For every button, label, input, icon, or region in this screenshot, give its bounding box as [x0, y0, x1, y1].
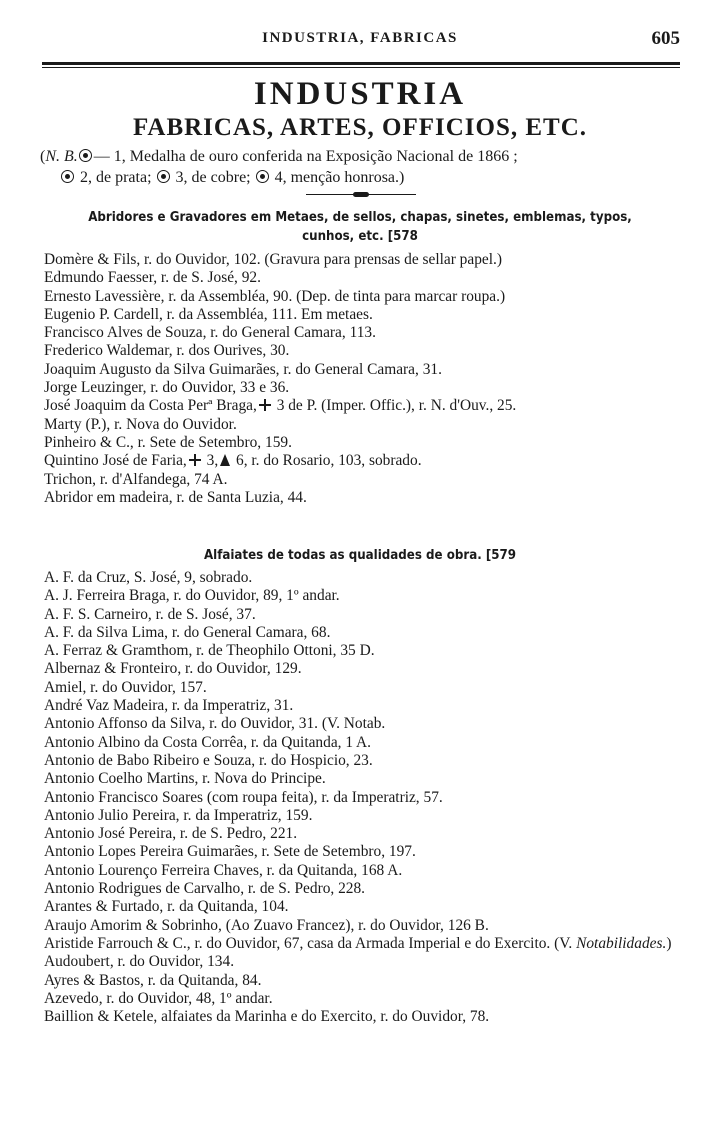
medal-seal-icon: [256, 170, 269, 183]
entry-text-italic: Notabilidades.: [576, 934, 667, 952]
list-item: Baillion & Ketele, alfaiates da Marinha e do Exercito, r. do Ouvidor, 78.: [44, 1008, 490, 1026]
note-mention-text: 4, menção honrosa.): [270, 169, 405, 186]
note-line-1: [40, 146, 676, 167]
section-heading-line-1: Alfaiates de todas as qualidades de obra. [579: [203, 548, 517, 563]
list-item: A. F. S. Carneiro, r. de S. José, 37.: [44, 605, 256, 623]
medal-seal-icon: [79, 149, 92, 162]
list-item: [44, 397, 684, 415]
list-item: Amiel, r. do Ouvidor, 157.: [44, 678, 207, 696]
list-item: [44, 935, 684, 953]
note-line-2: [40, 167, 676, 188]
list-item: Marty (P.), r. Nova do Ouvidor.: [44, 415, 237, 433]
main-title: INDUSTRIA: [253, 76, 467, 112]
subtitle: FABRICAS, ARTES, OFFICIOS, ETC.: [132, 114, 588, 141]
list-item: Abridor em madeira, r. de Santa Luzia, 44.: [44, 488, 307, 506]
note-silver-text: 2, de prata;: [76, 169, 156, 186]
list-item: Jorge Leuzinger, r. do Ouvidor, 33 e 36.: [44, 379, 290, 397]
list-item: A. J. Ferreira Braga, r. do Ouvidor, 89, 1º andar.: [44, 587, 340, 605]
list-item: Ayres & Bastos, r. da Quitanda, 84.: [44, 971, 262, 989]
entry-text: ): [666, 934, 672, 952]
list-item: Antonio Lopes Pereira Guimarães, r. Sete de Setembro, 197.: [44, 843, 416, 861]
list-item: Ernesto Lavessière, r. da Assembléa, 90. (Dep. de tinta para marcar roupa.): [44, 287, 506, 305]
list-item: Antonio Albino da Costa Corrêa, r. da Quitanda, 1 A.: [44, 733, 372, 751]
entry-text: José Joaquim da Costa Perª Braga,: [44, 397, 257, 415]
ornament-divider-icon: [306, 192, 416, 198]
list-item: Antonio Affonso da Silva, r. do Ouvidor, 31. (V. Notab.: [44, 715, 386, 733]
entry-text: Aristide Farrouch & C., r. do Ouvidor, 67, casa da Armada Imperial e do Exercito. (V.: [44, 934, 577, 952]
list-item: Albernaz & Fronteiro, r. do Ouvidor, 129.: [44, 660, 302, 678]
section-heading-tailors: [42, 546, 678, 565]
cross-decoration-icon: [189, 454, 201, 466]
note-gold-text: — 1, Medalha de ouro conferida na Exposição Nacional de 1866 ;: [93, 148, 518, 165]
note-copper-text: 3, de cobre;: [171, 169, 255, 186]
cross-decoration-icon: [259, 399, 271, 411]
medal-note: [40, 146, 676, 188]
running-header: [40, 30, 680, 52]
list-item: André Vaz Madeira, r. da Imperatriz, 31.: [44, 697, 294, 715]
list-item: Antonio Coelho Martins, r. Nova do Principe.: [44, 770, 326, 788]
list-item: Arantes & Furtado, r. da Quitanda, 104.: [44, 898, 289, 916]
running-title: INDUSTRIA, FABRICAS: [262, 30, 458, 46]
list-item: Antonio Lourenço Ferreira Chaves, r. da Quitanda, 168 A.: [44, 861, 403, 879]
list-item: Antonio de Babo Ribeiro e Souza, r. do Hospicio, 23.: [44, 751, 373, 769]
section-heading-engravers: [42, 208, 678, 246]
list-item: Joaquim Augusto da Silva Guimarães, r. do General Camara, 31.: [44, 360, 442, 378]
list-item: A. F. da Cruz, S. José, 9, sobrado.: [44, 569, 253, 586]
entry-text: Quintino José de Faria,: [44, 452, 187, 470]
list-item: A. Ferraz & Gramthom, r. de Theophilo Ottoni, 35 D.: [44, 642, 375, 660]
list-item: Araujo Amorim & Sobrinho, (Ao Zuavo Francez), r. do Ouvidor, 126 B.: [44, 916, 489, 934]
note-nb: N. B.: [45, 148, 78, 165]
engravers-list: [44, 251, 684, 507]
list-item: Trichon, r. d'Alfandega, 74 A.: [44, 470, 228, 488]
page-number: 605: [651, 28, 680, 49]
list-item: Audoubert, r. do Ouvidor, 134.: [44, 953, 235, 971]
list-item: Domère & Fils, r. do Ouvidor, 102. (Gravura para prensas de sellar papel.): [44, 251, 502, 268]
list-item: Eugenio P. Cardell, r. da Assembléa, 111. Em metaes.: [44, 305, 373, 323]
medal-seal-icon: [61, 170, 74, 183]
section-heading-line-1: Abridores e Gravadores em Metaes, de sellos, chapas, sinetes, emblemas, typos,: [88, 210, 632, 225]
header-rule-thin: [42, 67, 680, 68]
note-open-paren: (: [40, 148, 46, 165]
list-item: [44, 452, 684, 470]
list-item: Edmundo Faesser, r. de S. José, 92.: [44, 269, 261, 287]
list-item: Antonio Julio Pereira, r. da Imperatriz, 159.: [44, 806, 313, 824]
list-item: Francisco Alves de Souza, r. do General Camara, 113.: [44, 324, 376, 342]
entry-text: 3 de P. (Imper. Offic.), r. N. d'Ouv., 25.: [272, 397, 517, 415]
entry-text: 6, r. do Rosario, 103, sobrado.: [232, 452, 422, 470]
list-item: Azevedo, r. do Ouvidor, 48, 1º andar.: [44, 989, 273, 1007]
list-item: Antonio José Pereira, r. de S. Pedro, 221.: [44, 825, 298, 843]
list-item: Frederico Waldemar, r. dos Ourives, 30.: [44, 342, 290, 360]
list-item: Pinheiro & C., r. Sete de Setembro, 159.: [44, 433, 292, 451]
list-item: Antonio Rodrigues de Carvalho, r. de S. Pedro, 228.: [44, 880, 366, 898]
list-item: Antonio Francisco Soares (com roupa feita), r. da Imperatriz, 57.: [44, 788, 443, 806]
badge-decoration-icon: [220, 454, 230, 466]
tailors-list: [44, 569, 684, 1026]
list-item: A. F. da Silva Lima, r. do General Camara, 68.: [44, 623, 331, 641]
section-heading-line-2: cunhos, etc. [578: [302, 229, 418, 244]
medal-seal-icon: [157, 170, 170, 183]
header-rule-thick: [42, 62, 680, 65]
entry-text: 3,: [202, 452, 219, 470]
